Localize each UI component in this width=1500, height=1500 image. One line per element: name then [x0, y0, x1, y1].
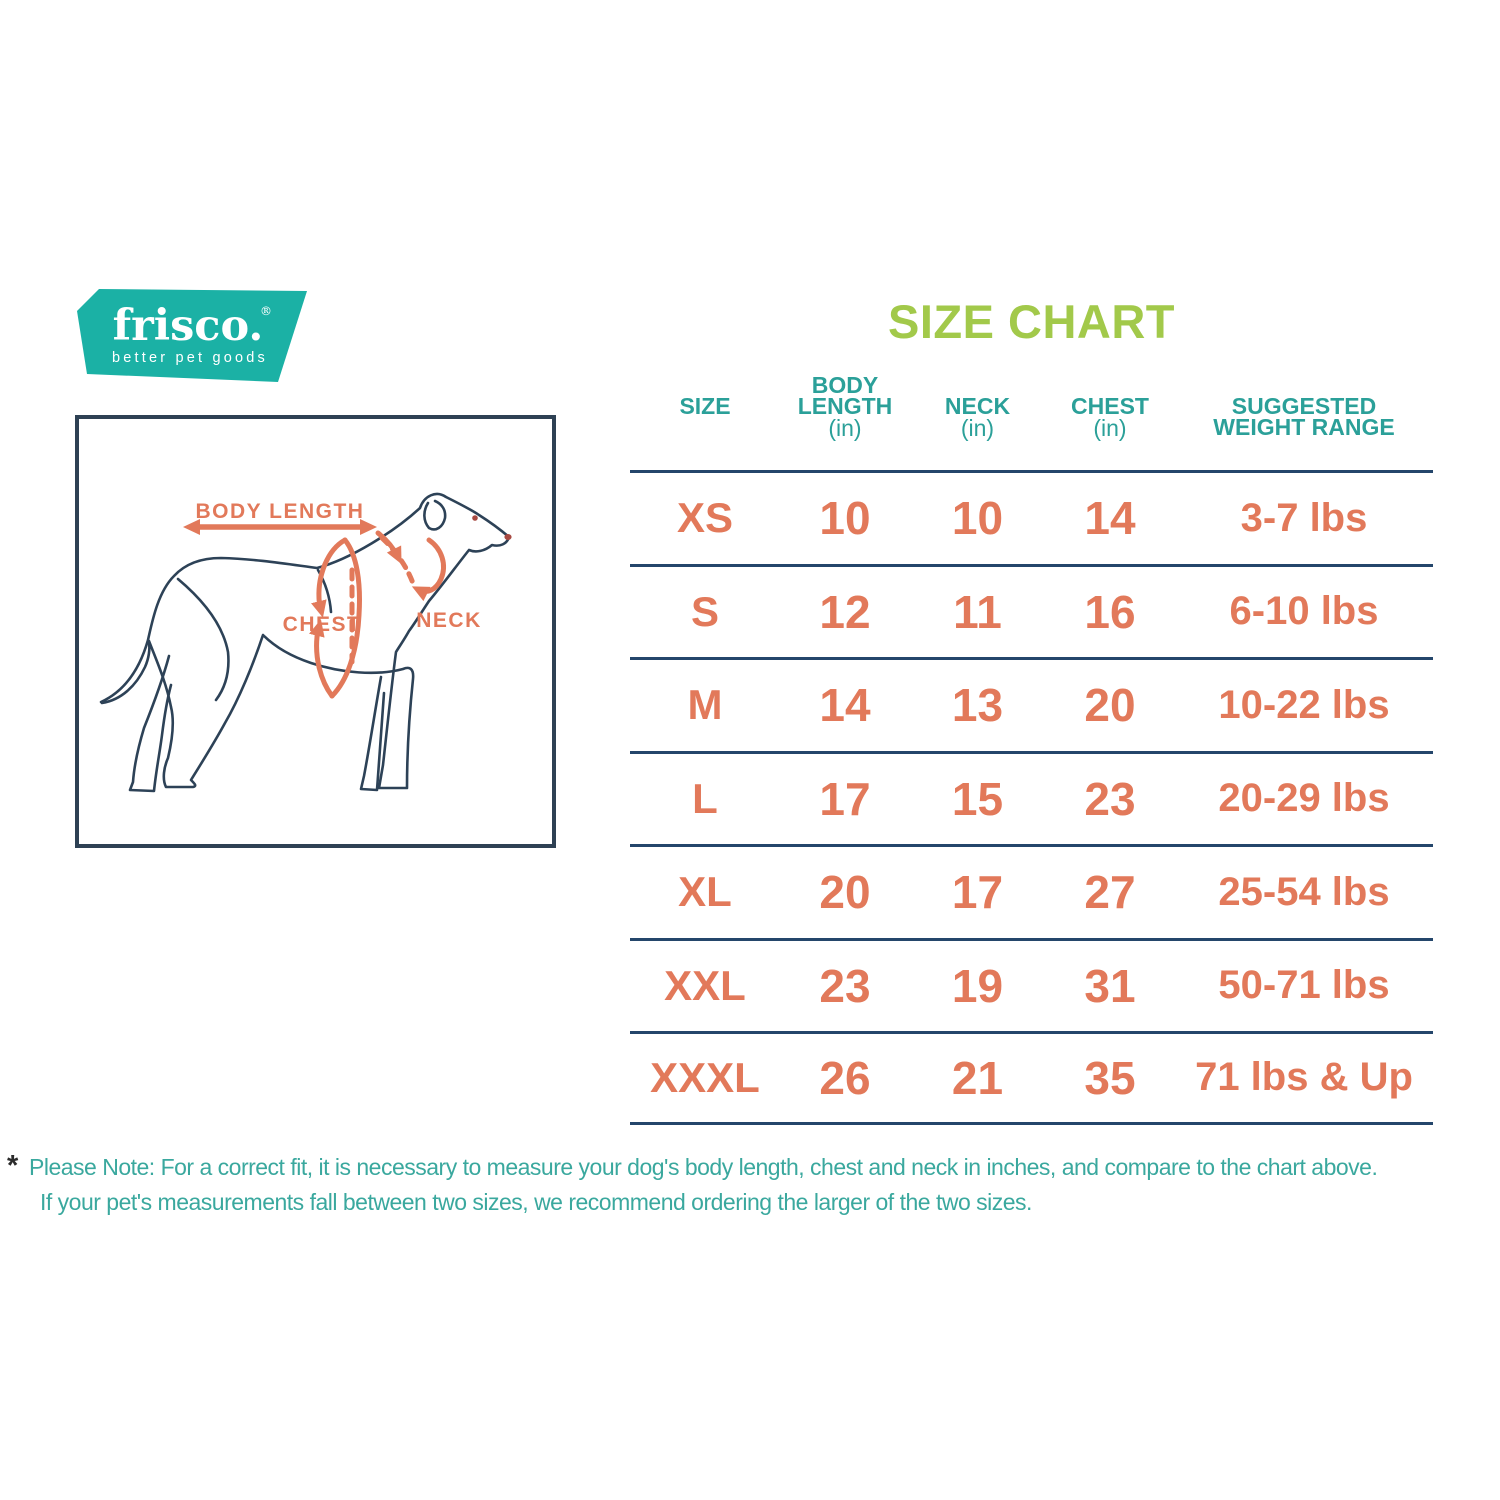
table-row — [630, 564, 1433, 658]
chest-label: CHEST — [282, 613, 362, 636]
cell-weight-range: 3-7 lbs — [1240, 495, 1368, 540]
cell-neck: 17 — [951, 866, 1004, 919]
footnote-asterisk: * — [7, 1150, 19, 1182]
table-row — [630, 657, 1433, 751]
cell-weight-range: 20-29 lbs — [1218, 776, 1390, 821]
dog-thigh-line — [178, 579, 228, 700]
unit-label: (in) — [828, 415, 862, 441]
cell-neck: 13 — [951, 679, 1004, 732]
footnote-line-2: If your pet's measurements fall between two sizes, we recommend ordering the larger of the two sizes. — [40, 1189, 1032, 1215]
cell-chest: 16 — [1084, 585, 1136, 638]
dog-body-outline — [101, 494, 509, 788]
table-row — [630, 1031, 1433, 1125]
cell-body-length: 12 — [819, 585, 871, 638]
cell-body-length: 20 — [819, 866, 871, 919]
cell-chest: 20 — [1084, 679, 1136, 732]
brand-tagline: better pet goods — [112, 350, 268, 366]
cell-body-length: 23 — [819, 959, 871, 1012]
cell-size: XS — [676, 494, 734, 542]
dog-measurement-diagram — [75, 415, 556, 848]
chest-girth-upper-arrow-icon — [319, 540, 345, 610]
dog-tail-lower-edge — [102, 643, 149, 703]
cell-body-length: 26 — [819, 1051, 871, 1104]
header-body-length-label: BODY LENGTH — [797, 372, 893, 419]
unit-label: (in) — [960, 415, 995, 441]
dog-outline-illustration — [101, 494, 512, 791]
table-row — [630, 938, 1433, 1032]
body-length-label: BODY LENGTH — [195, 500, 365, 523]
cell-weight-range: 50-71 lbs — [1218, 963, 1390, 1008]
cell-neck: 15 — [951, 772, 1004, 825]
neck-girth-top-arrow-icon — [378, 533, 398, 557]
cell-neck: 19 — [951, 959, 1004, 1012]
neck-girth-dashed-arc — [382, 538, 414, 586]
size-chart-title: SIZE CHART — [888, 295, 1175, 348]
header-cell-chest — [1045, 375, 1175, 439]
dog-eye — [472, 515, 478, 521]
cell-neck: 11 — [953, 585, 1002, 638]
cell-neck: 21 — [951, 1051, 1004, 1104]
cell-size: XL — [678, 868, 732, 916]
cell-weight-range: 25-54 lbs — [1218, 869, 1390, 914]
cell-size: M — [687, 681, 723, 729]
cell-body-length: 17 — [819, 772, 871, 825]
table-row — [630, 751, 1433, 845]
header-neck-label: NECK — [944, 393, 1011, 419]
cell-neck: 10 — [951, 492, 1004, 545]
size-table-header — [630, 372, 1433, 441]
cell-size: L — [692, 774, 718, 822]
header-weight-range-label: SUGGESTED WEIGHT RANGE — [1213, 393, 1395, 440]
cell-chest: 27 — [1084, 866, 1136, 919]
dog-nose — [504, 534, 511, 540]
cell-chest: 23 — [1084, 772, 1136, 825]
cell-size: S — [690, 587, 719, 635]
header-size-label: SIZE — [679, 393, 731, 419]
cell-chest: 35 — [1084, 1051, 1136, 1104]
header-chest-label: CHEST — [1071, 393, 1149, 419]
dog-ear — [424, 501, 445, 529]
size-table-body — [630, 470, 1433, 1125]
brand-name: frisco. — [112, 301, 264, 351]
cell-weight-range: 71 lbs & Up — [1195, 1055, 1413, 1100]
neck-label: NECK — [416, 609, 482, 632]
header-cell-body-length — [780, 372, 910, 441]
frisco-logo — [74, 286, 310, 386]
unit-label: (in) — [1093, 415, 1127, 441]
cell-chest: 31 — [1084, 959, 1136, 1012]
cell-weight-range: 6-10 lbs — [1229, 589, 1379, 634]
cell-size: XXL — [664, 961, 746, 1009]
chest-girth-lower-arrow-icon — [317, 627, 332, 696]
table-row — [630, 470, 1433, 564]
header-cell-size — [630, 375, 780, 439]
cell-weight-range: 10-22 lbs — [1218, 682, 1390, 727]
footnote-line-1: Please Note: For a correct fit, it is necessary to measure your dog's body length, chest and neck in inches, and compare to the chart above. — [29, 1154, 1378, 1180]
registered-trademark-icon: ® — [260, 304, 272, 318]
cell-size: XXXL — [650, 1053, 760, 1101]
neck-girth-loop-arrow-icon — [419, 540, 444, 592]
cell-chest: 14 — [1084, 492, 1136, 545]
header-cell-weight-range — [1175, 375, 1433, 439]
header-cell-neck — [910, 375, 1045, 439]
cell-body-length: 14 — [819, 679, 871, 732]
table-row — [630, 844, 1433, 938]
cell-body-length: 10 — [819, 492, 871, 545]
